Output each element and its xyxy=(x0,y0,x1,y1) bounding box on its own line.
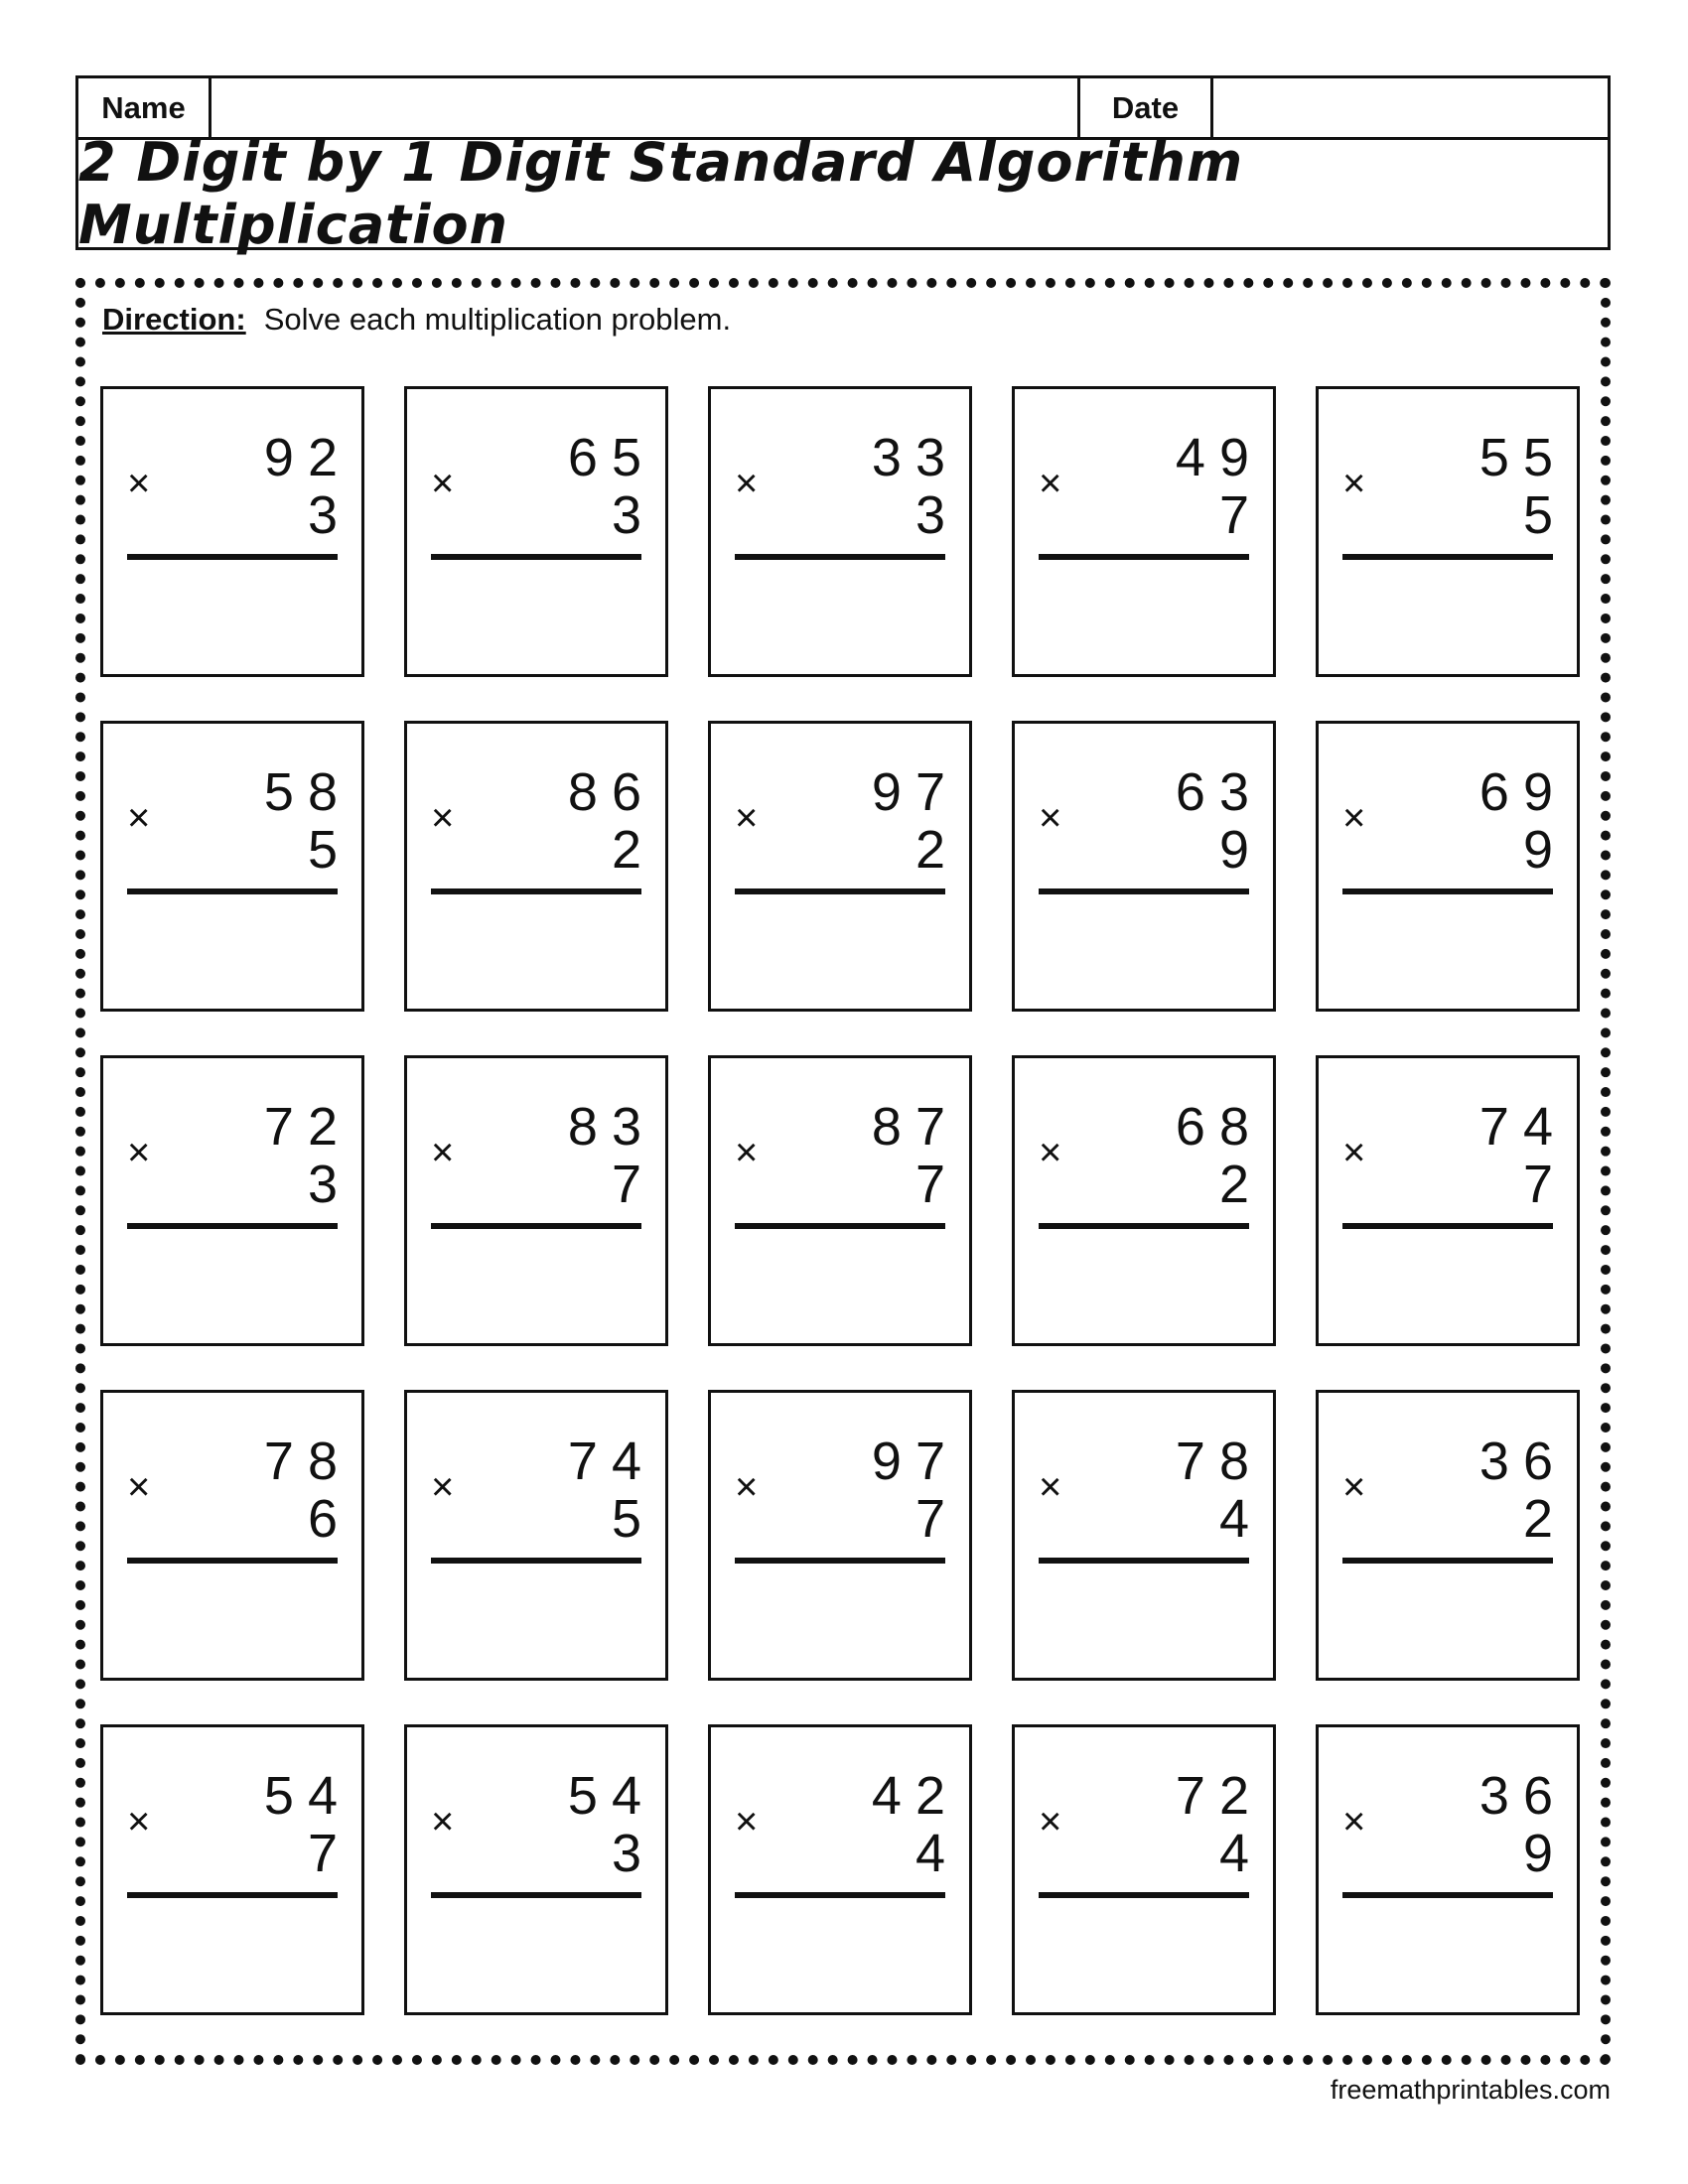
problem-card[interactable] xyxy=(404,1055,668,1346)
multiply-sign: × xyxy=(431,1465,455,1509)
multiplier: 6 xyxy=(307,1489,352,1549)
multiplicand: 97 xyxy=(871,1432,959,1491)
multiply-sign: × xyxy=(431,462,455,505)
multiplier: 9 xyxy=(1522,1824,1567,1883)
multiply-sign: × xyxy=(1342,1465,1366,1509)
multiply-sign: × xyxy=(1039,1131,1062,1174)
multiplicand: 78 xyxy=(1175,1432,1263,1491)
worksheet-title: 2 Digit by 1 Digit Standard Algorithm Multiplication xyxy=(78,131,1244,256)
multiplicand: 74 xyxy=(1478,1097,1567,1157)
multiplicand: 55 xyxy=(1478,428,1567,487)
problem-card[interactable] xyxy=(1012,1390,1276,1681)
problem-card[interactable] xyxy=(100,721,364,1012)
multiplicand: 49 xyxy=(1175,428,1263,487)
multiply-sign: × xyxy=(1039,1800,1062,1843)
multiplier: 5 xyxy=(611,1489,655,1549)
problem-card[interactable] xyxy=(1316,1390,1580,1681)
multiplier: 7 xyxy=(1218,485,1263,545)
date-label: Date xyxy=(1080,78,1213,137)
multiplicand: 36 xyxy=(1478,1432,1567,1491)
multiplicand: 54 xyxy=(567,1766,655,1826)
multiplier: 2 xyxy=(1218,1155,1263,1214)
answer-line xyxy=(1342,1558,1553,1564)
answer-line xyxy=(1039,1558,1249,1564)
multiplicand: 74 xyxy=(567,1432,655,1491)
name-label: Name xyxy=(78,78,211,137)
multiplicand: 69 xyxy=(1478,762,1567,822)
multiplicand: 72 xyxy=(263,1097,352,1157)
multiplier: 3 xyxy=(307,485,352,545)
multiplicand: 86 xyxy=(567,762,655,822)
problem-card[interactable] xyxy=(1012,1724,1276,2015)
multiplicand: 78 xyxy=(263,1432,352,1491)
direction xyxy=(102,302,731,338)
answer-line xyxy=(431,1223,641,1229)
multiplier: 2 xyxy=(611,820,655,880)
multiplier: 5 xyxy=(307,820,352,880)
answer-line xyxy=(735,554,945,560)
answer-line xyxy=(127,1223,338,1229)
problem-card[interactable] xyxy=(100,1390,364,1681)
problem-card[interactable] xyxy=(708,386,972,677)
direction-text: Solve each multiplication problem. xyxy=(263,302,732,337)
answer-line xyxy=(735,1223,945,1229)
multiplier: 4 xyxy=(1218,1824,1263,1883)
multiply-sign: × xyxy=(735,1465,759,1509)
problem-card[interactable] xyxy=(404,386,668,677)
multiplier: 7 xyxy=(611,1155,655,1214)
multiply-sign: × xyxy=(127,462,151,505)
multiplicand: 33 xyxy=(871,428,959,487)
answer-line xyxy=(127,554,338,560)
problem-card[interactable] xyxy=(404,721,668,1012)
answer-line xyxy=(1342,1892,1553,1898)
multiplier: 2 xyxy=(914,820,959,880)
multiply-sign: × xyxy=(1342,462,1366,505)
multiply-sign: × xyxy=(127,1465,151,1509)
multiplicand: 54 xyxy=(263,1766,352,1826)
answer-line xyxy=(1342,554,1553,560)
multiply-sign: × xyxy=(735,1131,759,1174)
answer-line xyxy=(1039,888,1249,894)
answer-line xyxy=(735,1892,945,1898)
problem-card[interactable] xyxy=(404,1390,668,1681)
answer-line xyxy=(1342,1223,1553,1229)
multiplier: 3 xyxy=(307,1155,352,1214)
multiplier: 9 xyxy=(1218,820,1263,880)
multiplier: 7 xyxy=(914,1489,959,1549)
multiplier: 2 xyxy=(1522,1489,1567,1549)
multiply-sign: × xyxy=(1039,1465,1062,1509)
multiplicand: 92 xyxy=(263,428,352,487)
multiply-sign: × xyxy=(127,1800,151,1843)
answer-line xyxy=(735,888,945,894)
multiplicand: 97 xyxy=(871,762,959,822)
answer-line xyxy=(1039,1892,1249,1898)
multiply-sign: × xyxy=(431,1131,455,1174)
multiply-sign: × xyxy=(735,796,759,840)
problem-card[interactable] xyxy=(1012,721,1276,1012)
multiplicand: 65 xyxy=(567,428,655,487)
worksheet-header xyxy=(75,75,1611,256)
multiplicand: 83 xyxy=(567,1097,655,1157)
multiply-sign: × xyxy=(1342,796,1366,840)
multiply-sign: × xyxy=(1039,462,1062,505)
multiplier: 3 xyxy=(914,485,959,545)
answer-line xyxy=(1039,554,1249,560)
multiply-sign: × xyxy=(431,796,455,840)
answer-line xyxy=(127,888,338,894)
multiplier: 3 xyxy=(611,1824,655,1883)
multiplicand: 58 xyxy=(263,762,352,822)
answer-line xyxy=(735,1558,945,1564)
name-field[interactable] xyxy=(211,78,1080,137)
multiply-sign: × xyxy=(1342,1800,1366,1843)
multiplier: 5 xyxy=(1522,485,1567,545)
problem-card[interactable] xyxy=(1316,721,1580,1012)
problem-grid xyxy=(100,386,1582,2014)
multiplier: 4 xyxy=(1218,1489,1263,1549)
multiply-sign: × xyxy=(735,462,759,505)
multiplier: 7 xyxy=(307,1824,352,1883)
answer-line xyxy=(431,1892,641,1898)
multiply-sign: × xyxy=(1039,796,1062,840)
multiplier: 7 xyxy=(1522,1155,1567,1214)
problem-card[interactable] xyxy=(1012,386,1276,677)
date-field[interactable] xyxy=(1213,78,1608,137)
problem-card[interactable] xyxy=(708,1055,972,1346)
answer-line xyxy=(431,554,641,560)
multiply-sign: × xyxy=(127,1131,151,1174)
multiplicand: 87 xyxy=(871,1097,959,1157)
problem-card[interactable] xyxy=(708,1390,972,1681)
multiplicand: 36 xyxy=(1478,1766,1567,1826)
problem-card[interactable] xyxy=(1316,1055,1580,1346)
direction-label: Direction: xyxy=(102,302,246,337)
problem-card[interactable] xyxy=(100,386,364,677)
problem-card[interactable] xyxy=(404,1724,668,2015)
problem-card[interactable] xyxy=(1316,1724,1580,2015)
answer-line xyxy=(127,1892,338,1898)
multiply-sign: × xyxy=(1342,1131,1366,1174)
multiply-sign: × xyxy=(127,796,151,840)
answer-line xyxy=(431,888,641,894)
multiplier: 4 xyxy=(914,1824,959,1883)
problem-card[interactable] xyxy=(100,1055,364,1346)
problem-card[interactable] xyxy=(1012,1055,1276,1346)
answer-line xyxy=(431,1558,641,1564)
answer-line xyxy=(1342,888,1553,894)
problem-card[interactable] xyxy=(708,721,972,1012)
multiplicand: 68 xyxy=(1175,1097,1263,1157)
multiplier: 7 xyxy=(914,1155,959,1214)
multiply-sign: × xyxy=(735,1800,759,1843)
multiplier: 3 xyxy=(611,485,655,545)
answer-line xyxy=(1039,1223,1249,1229)
footer-website: freemathprintables.com xyxy=(1330,2075,1611,2105)
multiply-sign: × xyxy=(431,1800,455,1843)
problem-card[interactable] xyxy=(1316,386,1580,677)
multiplicand: 63 xyxy=(1175,762,1263,822)
problem-card[interactable] xyxy=(100,1724,364,2015)
answer-line xyxy=(127,1558,338,1564)
multiplicand: 42 xyxy=(871,1766,959,1826)
multiplier: 9 xyxy=(1522,820,1567,880)
multiplicand: 72 xyxy=(1175,1766,1263,1826)
problem-card[interactable] xyxy=(708,1724,972,2015)
